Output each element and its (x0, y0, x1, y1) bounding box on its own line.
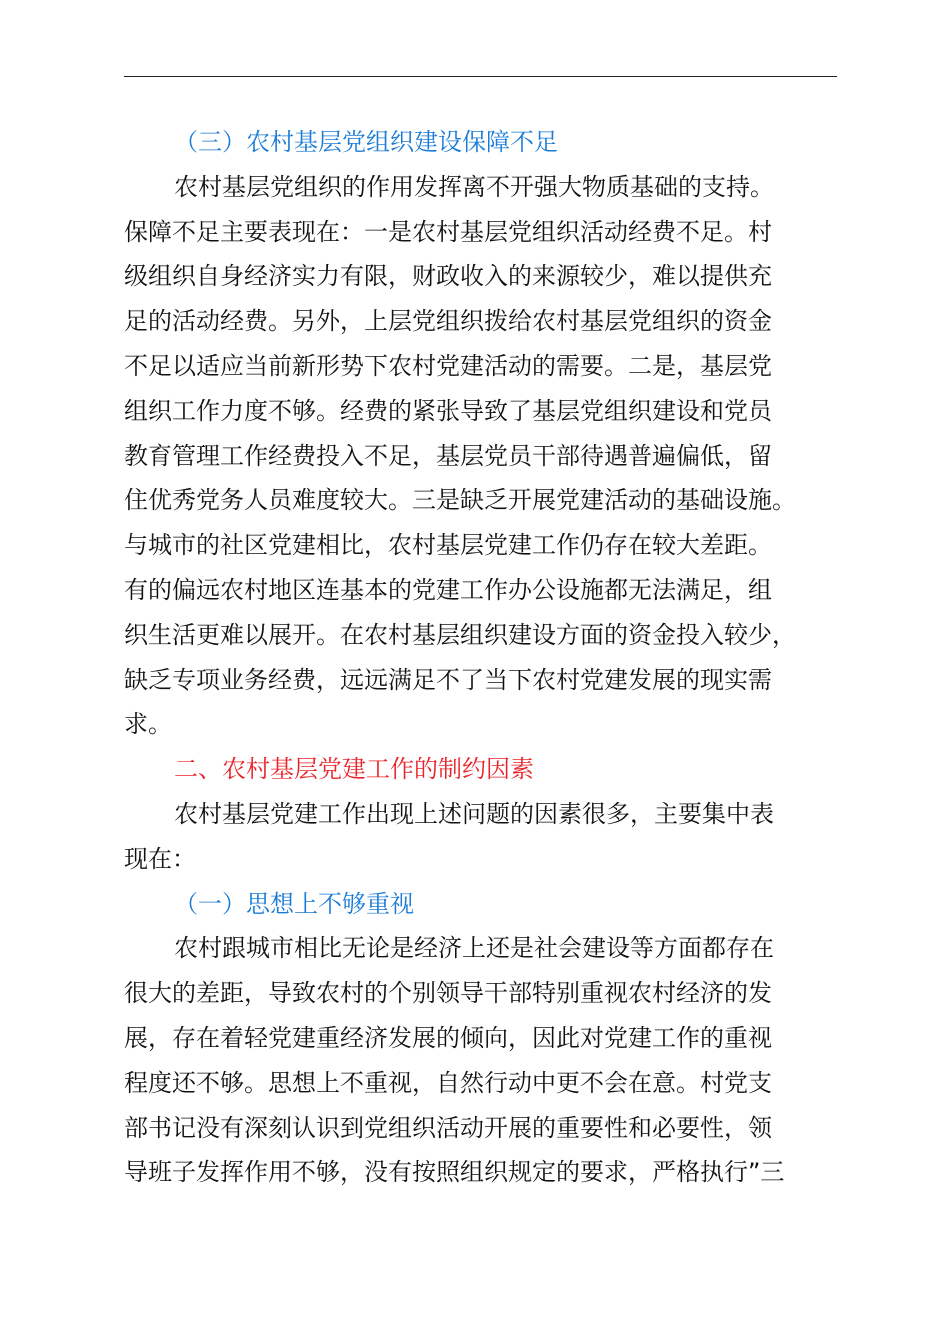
paragraph-line: 展，存在着轻党建重经济发展的倾向，因此对党建工作的重视 (124, 1023, 772, 1052)
paragraph-line: 不足以适应当前新形势下农村党建活动的需要。二是，基层党 (124, 351, 772, 380)
paragraph-line: 住优秀党务人员难度较大。三是缺乏开展党建活动的基础设施。 (124, 486, 796, 515)
subsection-heading-1: （一）思想上不够重视 (174, 889, 414, 918)
paragraph-line: 足的活动经费。另外，上层党组织拨给农村基层党组织的资金 (124, 307, 772, 336)
document-body (124, 120, 840, 1195)
paragraph-line: 缺乏专项业务经费，远远满足不了当下农村党建发展的现实需 (124, 665, 772, 694)
paragraph-line: 求。 (124, 710, 172, 739)
paragraph-line: 很大的差距，导致农村的个别领导干部特别重视农村经济的发 (124, 979, 772, 1008)
paragraph-line: 农村基层党建工作出现上述问题的因素很多，主要集中表 (174, 799, 774, 828)
section-heading-3: （三）农村基层党组织建设保障不足 (174, 128, 558, 156)
paragraph-2 (124, 792, 840, 882)
paragraph-line: 与城市的社区党建相比，农村基层党建工作仍存在较大差距。 (124, 531, 772, 560)
paragraph-line: 现在： (124, 844, 196, 873)
paragraph-line: 组织工作力度不够。经费的紧张导致了基层党组织建设和党员 (124, 396, 772, 425)
paragraph-line: 部书记没有深刻认识到党组织活动开展的重要性和必要性，领 (124, 1113, 772, 1142)
paragraph-line: 程度还不够。思想上不重视，自然行动中更不会在意。村党支 (124, 1068, 772, 1097)
paragraph-line: 有的偏远农村地区连基本的党建工作办公设施都无法满足，组 (124, 575, 772, 604)
paragraph-line: 农村基层党组织的作用发挥离不开强大物质基础的支持。 (174, 172, 774, 201)
section-heading-2: 二、农村基层党建工作的制约因素 (174, 755, 534, 784)
paragraph-line: 农村跟城市相比无论是经济上还是社会建设等方面都存在 (174, 934, 774, 963)
paragraph-1 (124, 165, 840, 747)
paragraph-3 (124, 926, 840, 1195)
header-rule (124, 76, 837, 77)
paragraph-line: 级组织自身经济实力有限，财政收入的来源较少，难以提供充 (124, 262, 772, 291)
paragraph-line: 教育管理工作经费投入不足，基层党员干部待遇普遍偏低，留 (124, 441, 772, 470)
paragraph-line: 导班子发挥作用不够，没有按照组织规定的要求，严格执行”三 (124, 1158, 785, 1187)
paragraph-line: 织生活更难以展开。在农村基层组织建设方面的资金投入较少， (124, 620, 796, 649)
paragraph-line: 保障不足主要表现在：一是农村基层党组织活动经费不足。村 (124, 217, 772, 246)
